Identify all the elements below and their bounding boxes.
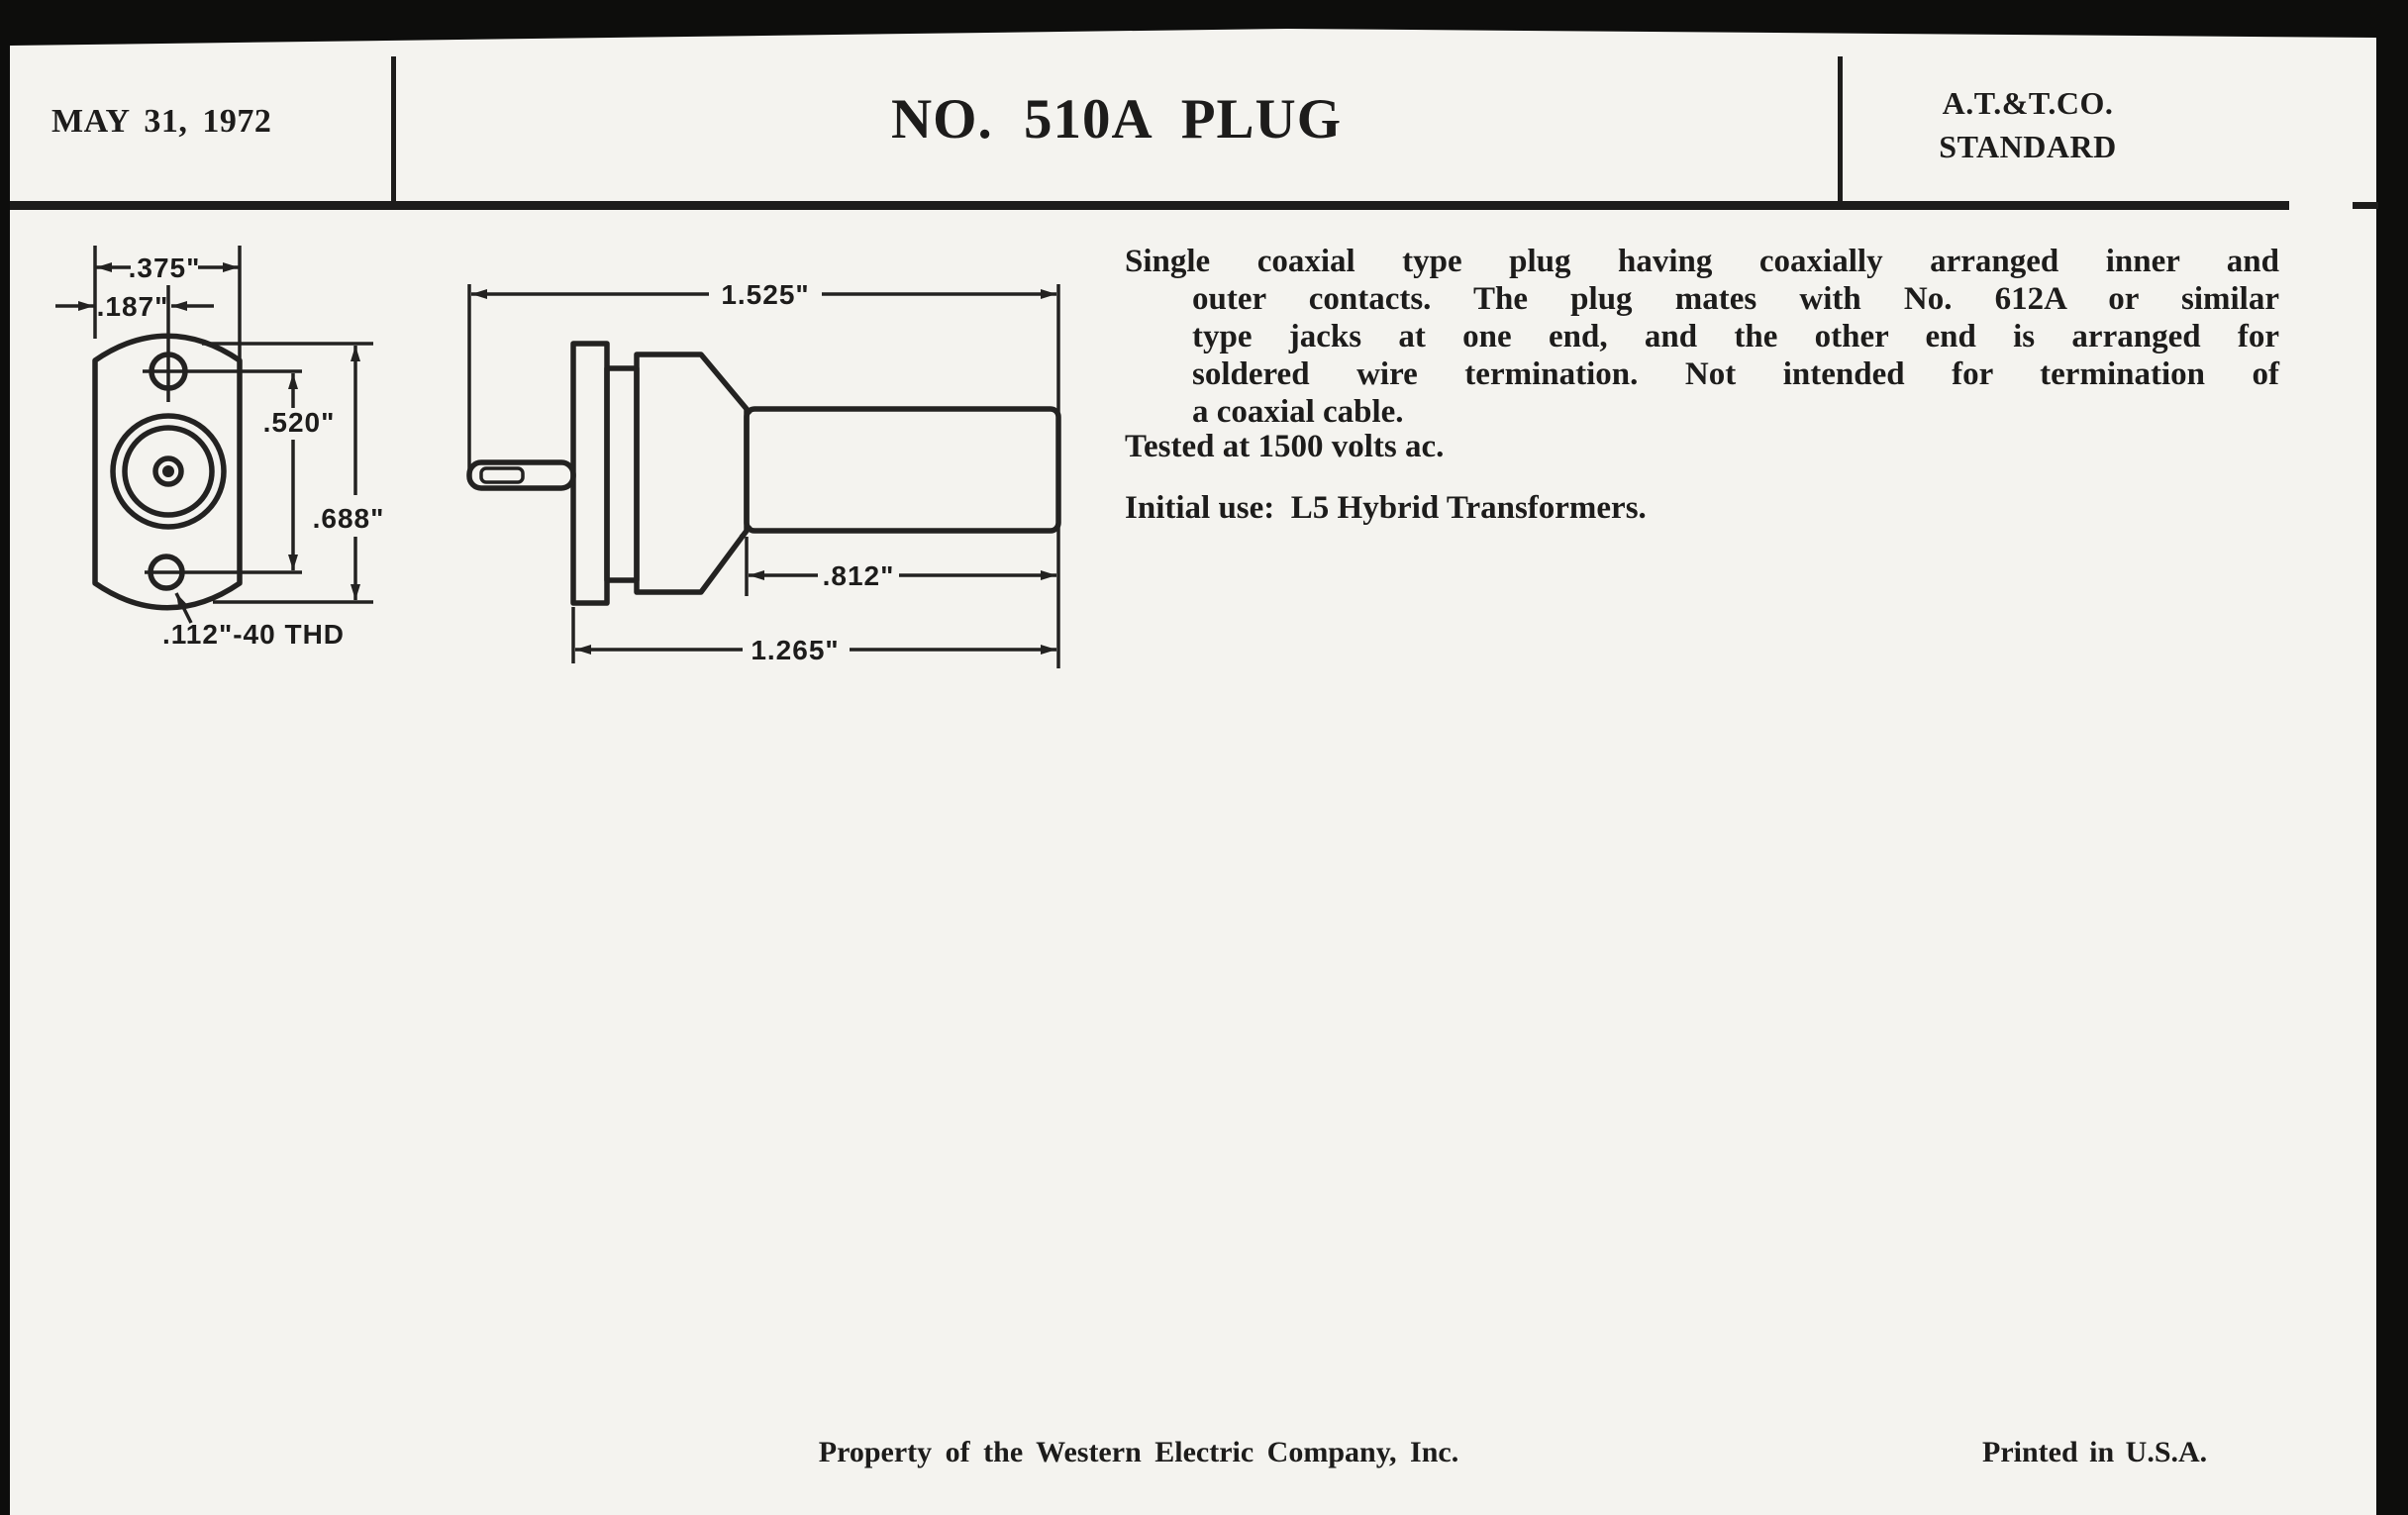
property-notice: Property of the Western Electric Company, Inc. [818,1436,1459,1468]
side-view [469,279,1058,668]
standard-tag: STANDARD [1939,129,2117,164]
collar [607,368,637,580]
center-contact-pin [162,465,174,477]
issue-date: MAY 31, 1972 [51,103,272,140]
tested-note: Tested at 1500 volts ac. [1125,429,1445,464]
dim-plate-height: .688" [312,503,385,534]
doc-title: NO. 510A PLUG [890,88,1343,151]
org-standard-block [1840,81,2216,168]
description-line: Single coaxial type plug having coaxially arranged inner and [1125,244,2279,279]
initial-use-note: Initial use: L5 Hybrid Transformers. [1125,490,1647,526]
dim-body-length: 1.265" [751,635,840,665]
org-name: A.T.&T.CO. [1942,85,2114,121]
dim-barrel-length: .812" [822,560,895,591]
description-line: a coaxial cable. [1192,394,1404,430]
description-line: outer contacts. The plug mates with No. 612A or similar [1192,281,2279,317]
pin-slot-detail [481,468,523,482]
dim-plate-width: .375" [128,252,201,283]
front-view [55,246,384,650]
mounting-flange [573,344,607,603]
dim-hole-offset: .187" [96,291,169,322]
dim-thread-spec: .112"-40 THD [162,619,346,650]
header-rule [10,201,2289,210]
barrel [747,409,1058,531]
description-line: type jacks at one end, and the other end is arranged for [1192,319,2279,354]
dim-hole-spacing: .520" [262,407,336,438]
description-paragraph [1125,243,2279,431]
description-line: soldered wire termination. Not intended for termination of [1192,356,2279,392]
plug-technical-drawing [40,228,1168,693]
header-rule-dash [2353,202,2378,209]
plug-body [637,354,747,592]
printed-in-usa: Printed in U.S.A. [1982,1436,2208,1468]
dim-overall-length: 1.525" [721,279,810,310]
